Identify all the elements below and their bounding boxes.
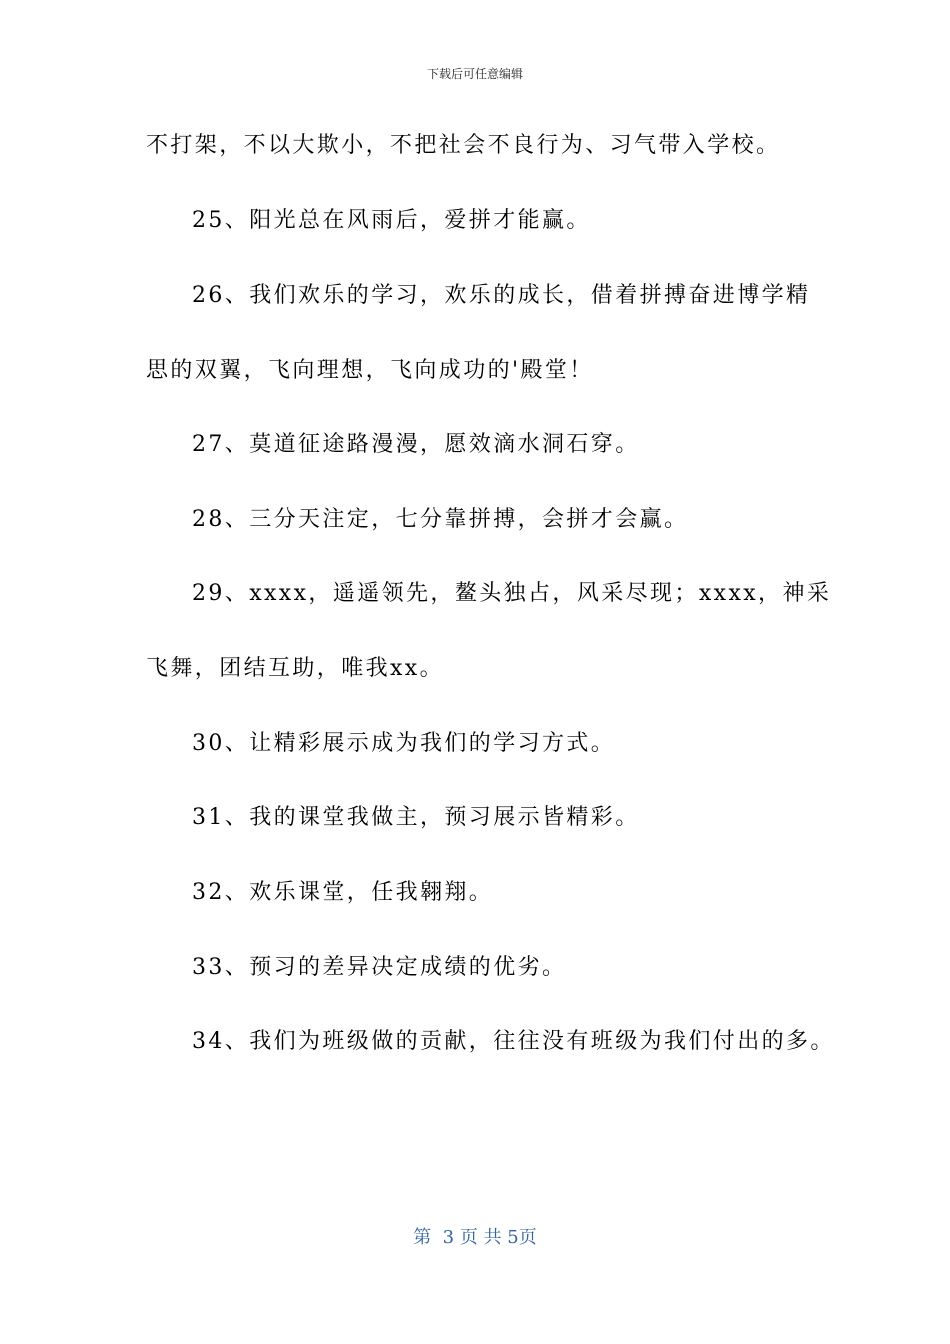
text-line-10: 31、我的课堂我做主，预习展示皆精彩。	[192, 805, 640, 830]
text-line-9: 30、让精彩展示成为我们的学习方式。	[192, 731, 616, 756]
page-header: 下载后可任意编辑	[426, 67, 523, 81]
text-line-1: 不打架，不以大欺小，不把社会不良行为、习气带入学校。	[146, 133, 781, 158]
text-line-11: 32、欢乐课堂，任我翱翔。	[192, 880, 494, 905]
text-line-6: 28、三分天注定，七分靠拼搏，会拼才会赢。	[192, 507, 689, 532]
text-line-2: 25、阳光总在风雨后，爱拼才能赢。	[192, 208, 591, 233]
text-line-13: 34、我们为班级做的贡献，往往没有班级为我们付出的多。	[192, 1029, 835, 1054]
text-line-12: 33、预习的差异决定成绩的优劣。	[192, 955, 567, 980]
text-line-4: 思的双翼，飞向理想，飞向成功的'殿堂！	[146, 358, 594, 383]
text-line-5: 27、莫道征途路漫漫，愿效滴水洞石穿。	[192, 432, 640, 457]
text-line-3: 26、我们欢乐的学习，欢乐的成长，借着拼搏奋进博学精	[192, 283, 811, 308]
text-line-8: 飞舞，团结互助，唯我xx。	[146, 656, 445, 681]
text-line-7: 29、xxxx，遥遥领先，鳌头独占，风采尽现；xxxx，神采	[192, 581, 832, 606]
page-number-footer: 第 3 页 共 5页	[413, 1227, 537, 1248]
